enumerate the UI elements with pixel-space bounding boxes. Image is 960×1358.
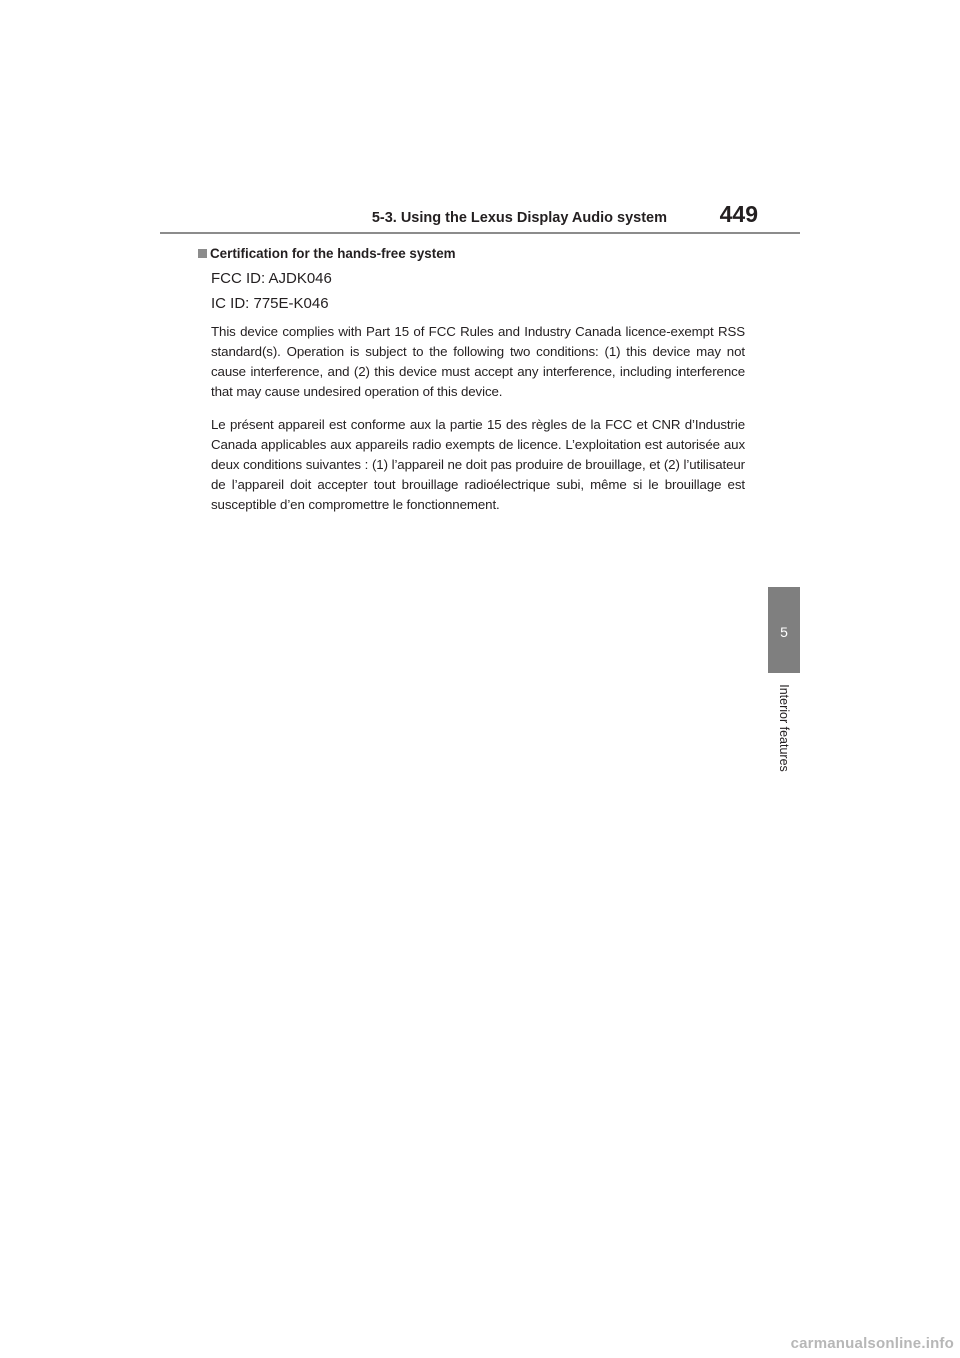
page-header	[160, 200, 800, 234]
square-bullet-icon	[198, 249, 207, 258]
compliance-paragraph-french: Le présent appareil est conforme aux la partie 15 des règles de la FCC et CNR d’Industrie Canada applicables aux appareils radio exempts de licence. L’exploitation est autorisée aux deux conditions suivantes : (1) l’appareil ne doit pas produire de brouillage, et (2) l’utilisateur de l’appareil doit accepter tout brouillage radioélectrique subi, même si le brouillage est susceptible d’en compromettre le fonctionnement.	[211, 417, 745, 513]
watermark: carmanualsonline.info	[790, 1335, 954, 1352]
fcc-id: FCC ID: AJDK046	[211, 270, 332, 287]
section-heading-text: Certification for the hands-free system	[210, 246, 456, 261]
chapter-label: Interior features	[777, 684, 791, 772]
section-heading	[198, 244, 745, 264]
header-section-title: 5-3. Using the Lexus Display Audio system	[371, 210, 667, 226]
page-content	[211, 244, 745, 529]
chapter-tab	[768, 587, 800, 673]
ic-id: IC ID: 775E-K046	[211, 295, 329, 312]
header-rule	[160, 232, 800, 234]
page-number: 449	[719, 201, 758, 227]
chapter-number: 5	[780, 624, 788, 640]
compliance-paragraph-english: This device complies with Part 15 of FCC Rules and Industry Canada licence-exempt RSS standard(s). Operation is subject to the following two conditions: (1) this device may not cause interference, and (2) this device must accept any interference, including interference that may cause undesired operation of this device.	[211, 324, 745, 399]
